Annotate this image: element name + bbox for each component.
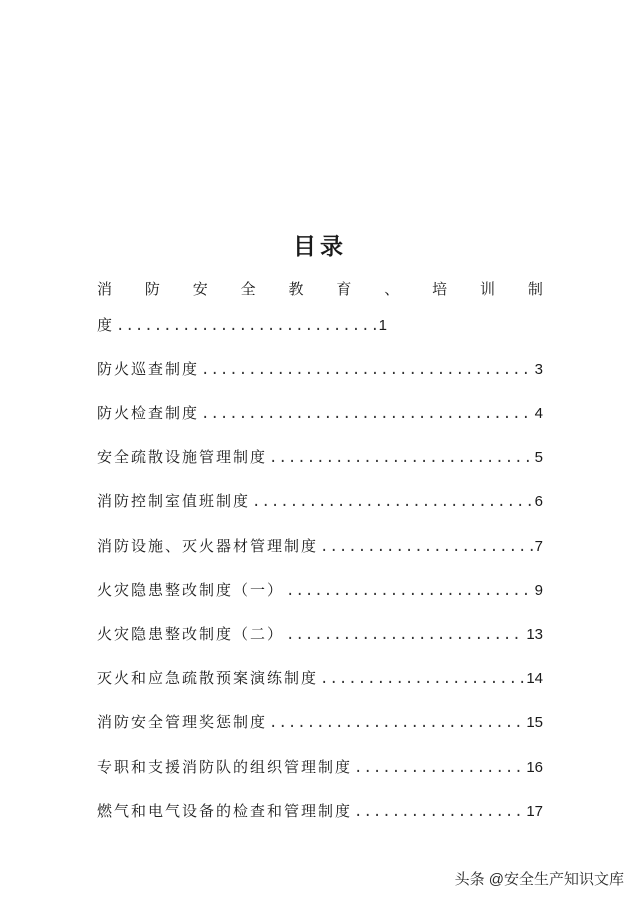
- toc-char: 制: [527, 280, 543, 298]
- toc-entry-label: 火灾隐患整改制度（一）: [97, 581, 285, 599]
- toc-entry-label: 燃气和电气设备的检查和管理制度: [97, 802, 353, 820]
- toc-entry[interactable]: [97, 667, 543, 688]
- toc-leader-dots: [201, 362, 533, 378]
- toc-page-number: 9: [534, 582, 543, 599]
- toc-char: 育: [336, 280, 352, 298]
- toc-entry-label: 消防设施、灭火器材管理制度: [97, 537, 319, 555]
- toc-entry[interactable]: [97, 446, 543, 467]
- toc-entry[interactable]: [97, 711, 543, 732]
- toc-entry-label: 灭火和应急疏散预案演练制度: [97, 669, 319, 687]
- toc-entry-label: 防火检查制度: [97, 404, 200, 422]
- toc-page-number: 7: [534, 538, 543, 555]
- toc-char: 防: [144, 280, 160, 298]
- toc-entry[interactable]: [97, 490, 543, 511]
- toc-leader-dots: [252, 494, 533, 510]
- toc-page-number: 17: [526, 803, 543, 820]
- toc-entry[interactable]: [97, 402, 543, 423]
- toc-entry-1[interactable]: [97, 314, 387, 335]
- toc-char: 全: [240, 280, 256, 298]
- toc-entry-first-line[interactable]: [97, 278, 543, 299]
- toc-page-number: 3: [534, 361, 543, 378]
- toc-char: 培: [432, 280, 448, 298]
- toc-page-number: 15: [526, 714, 543, 731]
- toc-page-number: 13: [526, 626, 543, 643]
- toc-char: 消: [97, 280, 113, 298]
- toc-leader-dots: [286, 583, 533, 599]
- toc-char: 训: [480, 280, 496, 298]
- toc-entry-label: 安全疏散设施管理制度: [97, 448, 268, 466]
- toc-leader-dots: [354, 760, 524, 776]
- toc-entry-label: 消防控制室值班制度: [97, 492, 251, 510]
- toc-page-number: 4: [534, 405, 543, 422]
- toc-page-number: 5: [534, 449, 543, 466]
- toc-leader-dots: [116, 318, 377, 334]
- toc-entry[interactable]: [97, 623, 543, 644]
- toc-entry[interactable]: [97, 800, 543, 821]
- toc-page-number: 14: [526, 670, 543, 687]
- toc-entry[interactable]: [97, 756, 543, 777]
- toc-entry-label: 防火巡查制度: [97, 360, 200, 378]
- toc-entry[interactable]: [97, 579, 543, 600]
- toc-leader-dots: [201, 406, 533, 422]
- toc-leader-dots: [320, 671, 524, 687]
- toc-title: 目录: [293, 234, 347, 260]
- toc-page-number: 16: [526, 759, 543, 776]
- toc-leader-dots: [320, 539, 533, 555]
- toc-entry[interactable]: [97, 358, 543, 379]
- toc-entry-label: 消防安全管理奖惩制度: [97, 713, 268, 731]
- toc-entry-label: 度: [97, 316, 115, 334]
- toc-entry-label: 火灾隐患整改制度（二）: [97, 625, 285, 643]
- toc-char: 教: [288, 280, 304, 298]
- toc-leader-dots: [286, 627, 524, 643]
- toc-page-number: 6: [534, 493, 543, 510]
- toc-leader-dots: [354, 804, 524, 820]
- source-watermark: 头条 @安全生产知识文库: [454, 871, 624, 888]
- toc-char: 安: [192, 280, 208, 298]
- toc-char: 、: [384, 280, 400, 298]
- toc-page-number: 1: [378, 317, 387, 334]
- toc-entry[interactable]: [97, 535, 543, 556]
- toc-entry-label: 专职和支援消防队的组织管理制度: [97, 758, 353, 776]
- toc-leader-dots: [269, 715, 524, 731]
- toc-leader-dots: [269, 450, 533, 466]
